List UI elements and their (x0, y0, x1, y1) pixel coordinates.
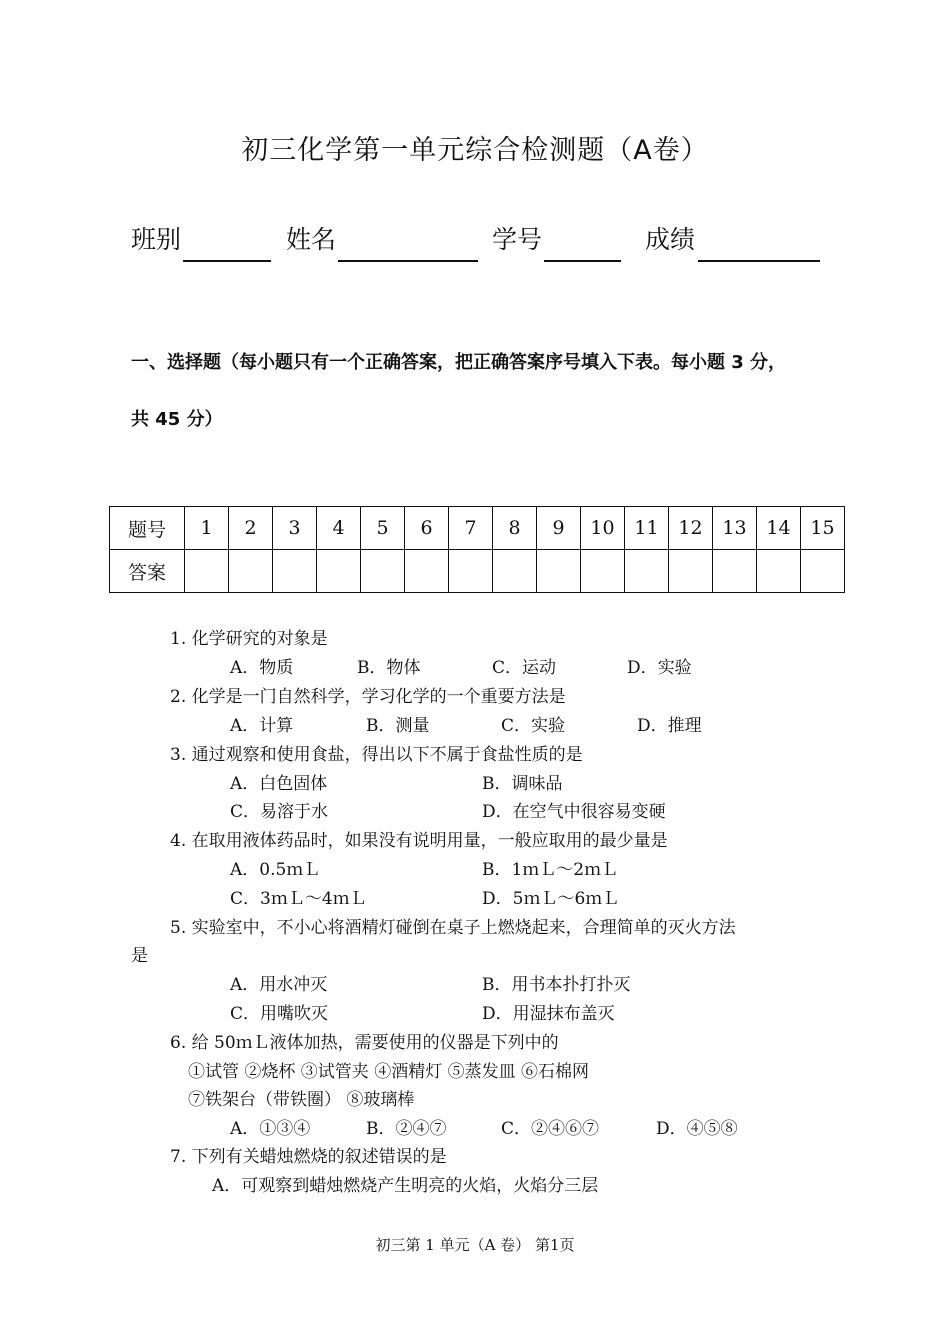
question-number-cell: 4 (317, 507, 361, 550)
question-5-option-a: A．用水冲灭 (230, 975, 328, 995)
answer-cell[interactable] (757, 550, 801, 593)
question-3-option-b: B．调味品 (482, 774, 563, 794)
question-number-cell: 11 (625, 507, 669, 550)
question-number-cell: 1 (185, 507, 229, 550)
question-3-option-a: A．白色固体 (230, 774, 328, 794)
question-1-option-a: A．物质 (230, 658, 294, 678)
answer-cell[interactable] (317, 550, 361, 593)
question-6-stem: 6. 给 50ｍＬ液体加热，需要使用的仪器是下列中的 (170, 1033, 559, 1053)
question-2-option-d: D．推理 (637, 716, 702, 736)
answer-table (109, 506, 845, 593)
question-6-option-b: B．②④⑦ (366, 1119, 447, 1139)
question-4-option-c: C．3ｍＬ～4ｍＬ (230, 889, 367, 909)
question-1-stem: 1. 化学研究的对象是 (170, 629, 328, 649)
section-1-heading-cont: 共 45 分） (131, 409, 223, 430)
question-number-cell: 5 (361, 507, 405, 550)
question-2-stem: 2. 化学是一门自然科学，学习化学的一个重要方法是 (170, 687, 566, 707)
question-number-cell: 12 (669, 507, 713, 550)
question-1-option-c: C．运动 (492, 658, 557, 678)
answer-cell[interactable] (537, 550, 581, 593)
question-number-cell: 9 (537, 507, 581, 550)
class-blank (183, 260, 271, 262)
question-3-option-c: C．易溶于水 (230, 802, 329, 822)
answer-table-number-row (110, 507, 845, 550)
question-number-header: 题号 (110, 507, 185, 550)
page-footer: 初三第 1 单元（A 卷） 第1页 (375, 1236, 575, 1254)
score-blank (698, 260, 820, 262)
answer-cell[interactable] (185, 550, 229, 593)
question-number-cell: 6 (405, 507, 449, 550)
question-5-option-c: C．用嘴吹灭 (230, 1004, 329, 1024)
name-blank (338, 260, 478, 262)
question-2-option-b: B．测量 (366, 716, 430, 736)
question-3-stem: 3. 通过观察和使用食盐，得出以下不属于食盐性质的是 (170, 745, 583, 765)
answer-cell[interactable] (625, 550, 669, 593)
question-4-stem: 4. 在取用液体药品时，如果没有说明用量，一般应取用的最少量是 (170, 831, 668, 851)
question-7-option-a: A．可观察到蜡烛燃烧产生明亮的火焰，火焰分三层 (212, 1176, 599, 1196)
answer-cell[interactable] (801, 550, 845, 593)
answer-cell[interactable] (713, 550, 757, 593)
question-6-items-line2: ⑦铁架台（带铁圈） ⑧玻璃棒 (188, 1090, 415, 1110)
question-6-option-d: D．④⑤⑧ (656, 1119, 738, 1139)
question-1-option-b: B．物体 (357, 658, 421, 678)
answer-header: 答案 (110, 550, 185, 593)
question-1-option-d: D．实验 (627, 658, 692, 678)
question-4-option-a: A．0.5ｍＬ (230, 860, 321, 880)
question-2-option-a: A．计算 (230, 716, 294, 736)
question-number-cell: 14 (757, 507, 801, 550)
question-6-items-line1: ①试管 ②烧杯 ③试管夹 ④酒精灯 ⑤蒸发皿 ⑥石棉网 (188, 1062, 590, 1082)
question-5-option-d: D．用湿抹布盖灭 (482, 1004, 615, 1024)
answer-cell[interactable] (273, 550, 317, 593)
name-label: 姓名 (286, 225, 337, 254)
answer-cell[interactable] (229, 550, 273, 593)
question-5-stem: 5. 实验室中，不小心将酒精灯碰倒在桌子上燃烧起来，合理简单的灭火方法 (170, 918, 736, 938)
question-number-cell: 2 (229, 507, 273, 550)
question-number-cell: 8 (493, 507, 537, 550)
answer-cell[interactable] (669, 550, 713, 593)
answer-cell[interactable] (361, 550, 405, 593)
question-5-option-b: B．用书本扑打扑灭 (482, 975, 631, 995)
question-6-option-c: C．②④⑥⑦ (501, 1119, 600, 1139)
question-3-option-d: D．在空气中很容易变硬 (482, 802, 666, 822)
question-4-option-b: B．1ｍＬ～2ｍＬ (482, 860, 619, 880)
question-number-cell: 7 (449, 507, 493, 550)
question-4-option-d: D．5ｍＬ～6ｍＬ (482, 889, 620, 909)
question-number-cell: 15 (801, 507, 845, 550)
answer-table-answer-row (110, 550, 845, 593)
question-2-option-c: C．实验 (501, 716, 566, 736)
score-label: 成绩 (645, 225, 696, 254)
answer-cell[interactable] (581, 550, 625, 593)
answer-cell[interactable] (449, 550, 493, 593)
student-id-blank (544, 260, 621, 262)
page-title: 初三化学第一单元综合检测题（A卷） (241, 135, 709, 166)
student-id-label: 学号 (492, 225, 543, 254)
question-number-cell: 3 (273, 507, 317, 550)
question-number-cell: 10 (581, 507, 625, 550)
class-label: 班别 (131, 225, 182, 254)
question-number-cell: 13 (713, 507, 757, 550)
section-1-heading: 一、选择题（每小题只有一个正确答案，把正确答案序号填入下表。每小题 3 分， (131, 352, 787, 373)
question-5-stem-cont: 是 (131, 946, 148, 966)
answer-cell[interactable] (493, 550, 537, 593)
answer-cell[interactable] (405, 550, 449, 593)
question-6-option-a: A．①③④ (230, 1119, 311, 1139)
question-7-stem: 7. 下列有关蜡烛燃烧的叙述错误的是 (170, 1147, 447, 1167)
